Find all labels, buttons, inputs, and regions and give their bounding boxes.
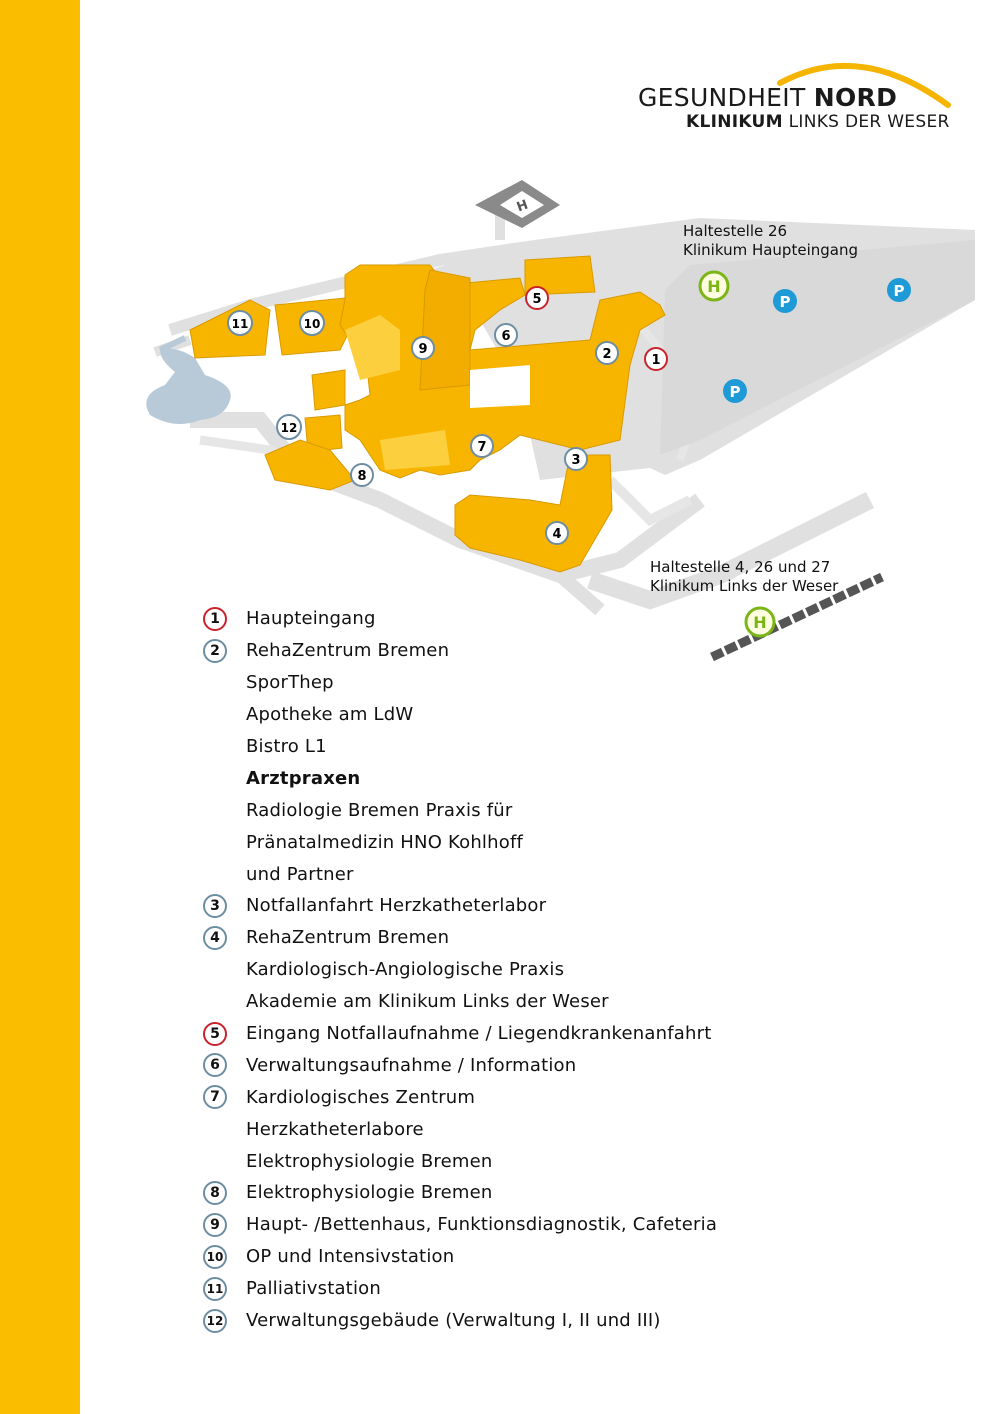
legend-row — [200, 922, 820, 954]
legend-text: Verwaltungsgebäude (Verwaltung I, II und III) — [246, 1310, 661, 1332]
legend-marker-10: 10 — [203, 1245, 227, 1269]
legend-text: Notfallanfahrt Herzkatheterlabor — [246, 895, 547, 917]
svg-text:11: 11 — [231, 317, 249, 331]
gesundheit-nord-logo — [630, 55, 960, 145]
logo-subtitle — [686, 112, 950, 132]
legend-marker-4: 4 — [203, 926, 227, 950]
legend-text: Radiologie Bremen Praxis für — [246, 799, 513, 821]
marker-10[interactable] — [300, 311, 324, 335]
svg-text:3: 3 — [571, 453, 581, 468]
svg-text:10: 10 — [303, 317, 321, 331]
legend-marker-3: 3 — [203, 894, 227, 918]
legend-text: Kardiologisch-Angiologische Praxis — [246, 959, 565, 981]
legend-text: Palliativstation — [246, 1278, 381, 1300]
legend-text: Haupteingang — [246, 608, 376, 630]
marker-4[interactable] — [546, 522, 568, 544]
legend-row — [200, 1305, 820, 1337]
legend-text: Eingang Notfallaufnahme / Liegendkrankenanfahrt — [246, 1023, 712, 1045]
legend-text: Akademie am Klinikum Links der Weser — [246, 991, 609, 1013]
helipad — [475, 180, 560, 228]
marker-7[interactable] — [471, 435, 493, 457]
legend-marker-9: 9 — [203, 1213, 227, 1237]
parking-icon[interactable] — [723, 379, 747, 403]
legend-row — [200, 667, 820, 699]
marker-1[interactable] — [645, 348, 667, 370]
legend-text: Elektrophysiologie Bremen — [246, 1150, 493, 1172]
legend-text: und Partner — [246, 863, 354, 885]
legend-row — [200, 699, 820, 731]
svg-text:6: 6 — [501, 329, 511, 344]
lake — [146, 349, 230, 424]
legend-marker-5: 5 — [203, 1022, 227, 1046]
marker-2[interactable] — [596, 342, 618, 364]
legend-row — [200, 1241, 820, 1273]
marker-11[interactable] — [228, 311, 252, 335]
legend-text: RehaZentrum Bremen — [246, 640, 450, 662]
legend-row — [200, 890, 820, 922]
bus-stop-north-label — [683, 222, 858, 260]
svg-text:1: 1 — [651, 353, 661, 368]
legend-row — [200, 1113, 820, 1145]
legend-marker-8: 8 — [203, 1181, 227, 1205]
legend-row — [200, 1273, 820, 1305]
parking-icon[interactable] — [887, 278, 911, 302]
legend-row — [200, 1177, 820, 1209]
marker-8[interactable] — [351, 464, 373, 486]
legend-text: Pränatalmedizin HNO Kohlhoff — [246, 831, 524, 853]
marker-9[interactable] — [412, 337, 434, 359]
legend-row — [200, 986, 820, 1018]
legend-row — [200, 954, 820, 986]
legend-row — [200, 1049, 820, 1081]
legend-row — [200, 635, 820, 667]
legend-row — [200, 1018, 820, 1050]
bus-stop-north-icon: H — [707, 277, 721, 296]
legend-row — [200, 858, 820, 890]
legend-text: Apotheke am LdW — [246, 704, 414, 726]
legend-row — [200, 794, 820, 826]
bus-stop-north-line1: Haltestelle 26 — [683, 222, 788, 240]
site-map — [140, 180, 990, 670]
legend-marker-11: 11 — [203, 1277, 227, 1301]
parking-icon[interactable] — [773, 289, 797, 313]
side-color-bar — [0, 0, 80, 1414]
legend-row — [200, 1081, 820, 1113]
svg-text:P: P — [729, 383, 741, 401]
legend-text: SporThep — [246, 672, 334, 694]
legend-marker-6: 6 — [203, 1053, 227, 1077]
helipad-letter: H — [514, 197, 531, 216]
svg-text:2: 2 — [602, 347, 612, 362]
legend-text: Elektrophysiologie Bremen — [246, 1182, 493, 1204]
bus-stop-south-line1: Haltestelle 4, 26 und 27 — [650, 558, 831, 576]
svg-text:4: 4 — [552, 527, 562, 542]
svg-text:5: 5 — [532, 292, 542, 307]
bus-stop-south-line2: Klinikum Links der Weser — [650, 577, 839, 595]
legend-text: Haupt- /Bettenhaus, Funktionsdiagnostik, Cafeteria — [246, 1214, 718, 1236]
marker-12[interactable] — [277, 415, 301, 439]
legend-text: Bistro L1 — [246, 736, 327, 757]
legend-marker-2: 2 — [203, 639, 227, 663]
annex-a — [312, 370, 345, 410]
legend-row — [200, 826, 820, 858]
marker-6[interactable] — [495, 324, 517, 346]
legend-text: Herzkatheterlabore — [246, 1118, 424, 1140]
legend-marker-7: 7 — [203, 1085, 227, 1109]
svg-text:12: 12 — [280, 421, 298, 435]
legend-text: Kardiologisches Zentrum — [246, 1086, 476, 1108]
bus-stop-south-icon: H — [753, 613, 767, 632]
logo-brand-light: GESUNDHEIT — [638, 83, 806, 112]
legend-row — [200, 762, 820, 794]
legend-marker-1: 1 — [203, 607, 227, 631]
svg-text:8: 8 — [357, 469, 367, 484]
legend-row — [200, 1209, 820, 1241]
map-legend — [200, 603, 820, 1336]
legend-text: OP und Intensivstation — [246, 1246, 455, 1268]
logo-sub-light: LINKS DER WESER — [788, 112, 950, 132]
logo-sub-bold: KLINIKUM — [686, 112, 783, 132]
legend-row — [200, 1145, 820, 1177]
legend-text: RehaZentrum Bremen — [246, 927, 450, 949]
svg-text:7: 7 — [477, 440, 487, 455]
legend-marker-12: 12 — [203, 1309, 227, 1333]
bus-stop-north[interactable] — [700, 272, 728, 300]
logo-brand — [638, 83, 897, 112]
legend-row — [200, 603, 820, 635]
svg-text:P: P — [893, 282, 905, 300]
legend-row — [200, 731, 820, 763]
bus-stop-north-line2: Klinikum Haupteingang — [683, 241, 858, 259]
bus-stop-south-label — [650, 558, 838, 596]
legend-text: Arztpraxen — [246, 767, 361, 789]
legend-text: Verwaltungsaufnahme / Information — [246, 1054, 577, 1076]
marker-5[interactable] — [526, 287, 548, 309]
logo-brand-bold: NORD — [813, 83, 898, 112]
svg-text:P: P — [779, 293, 791, 311]
svg-text:9: 9 — [418, 342, 428, 357]
marker-3[interactable] — [565, 448, 587, 470]
